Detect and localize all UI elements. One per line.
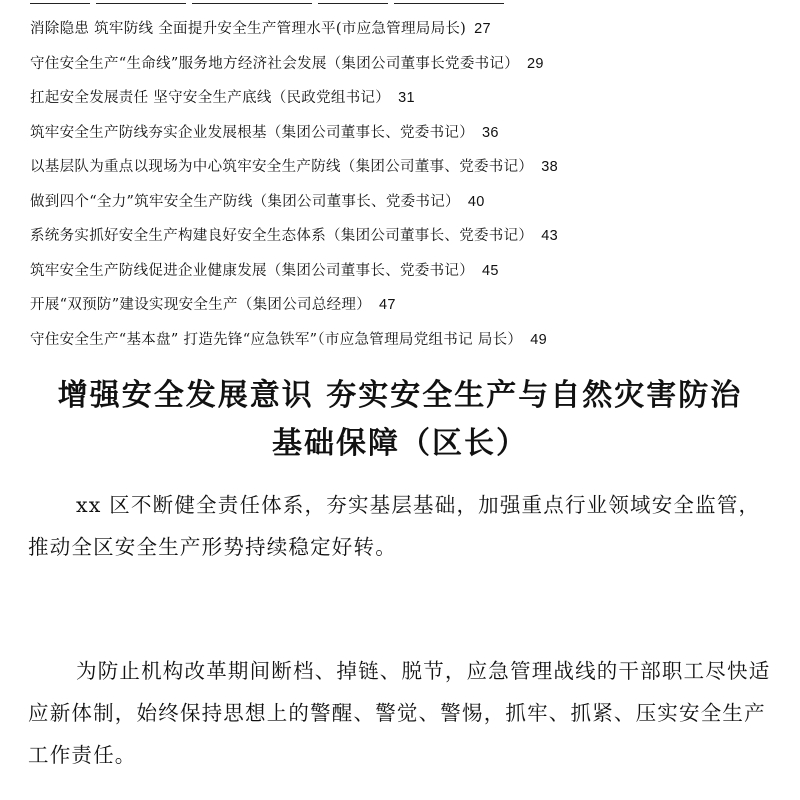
toc-entry-page: 27 bbox=[474, 21, 491, 37]
toc-entry[interactable] bbox=[30, 12, 790, 47]
article-paragraph-1: xx 区不断健全责任体系，夯实基层基础，加强重点行业领域安全监管，推动全区安全生产形势持续稳定好转。 bbox=[28, 493, 761, 559]
toc-entry-page: 45 bbox=[482, 262, 499, 279]
toc-entry-title: 消除隐患 筑牢防线 全面提升安全生产管理水平(市应急管理局局长) bbox=[30, 21, 467, 37]
toc-entry[interactable] bbox=[30, 219, 790, 254]
toc-entry-page: 47 bbox=[379, 297, 396, 313]
article-title bbox=[0, 372, 800, 468]
toc-entry-title: 以基层队为重点以现场为中心筑牢安全生产防线（集团公司董事、党委书记） bbox=[30, 159, 534, 175]
toc-entry-page: 31 bbox=[398, 90, 415, 106]
toc-entry[interactable] bbox=[30, 116, 790, 151]
article-paragraph-2: 为防止机构改革期间断档、掉链、脱节，应急管理战线的干部职工尽快适应新体制，始终保持思想上的警醒、警觉、警惕，抓牢、抓紧、压实安全生产工作责任。 bbox=[28, 659, 771, 767]
toc-entry[interactable] bbox=[30, 323, 790, 358]
article-title-line-1: 增强安全发展意识 夯实安全生产与自然灾害防治 bbox=[57, 378, 743, 413]
toc-entry-page: 43 bbox=[541, 228, 558, 244]
toc-entry-title: 守住安全生产“基本盘” 打造先锋“应急铁军”（市应急管理局党组书记 局长） bbox=[30, 331, 523, 348]
toc-entry-page: 29 bbox=[527, 55, 544, 72]
toc-entry-title: 筑牢安全生产防线促进企业健康发展（集团公司董事长、党委书记） bbox=[30, 262, 474, 279]
toc-entry[interactable] bbox=[30, 47, 790, 82]
toc-entry-title: 筑牢安全生产防线夯实企业发展根基（集团公司董事长、党委书记） bbox=[30, 124, 474, 141]
toc-entry-title: 守住安全生产“生命线”服务地方经济社会发展（集团公司董事长党委书记） bbox=[30, 55, 520, 72]
toc-entry[interactable] bbox=[30, 288, 790, 323]
toc-entry-title: 系统务实抓好安全生产构建良好安全生态体系（集团公司董事长、党委书记） bbox=[30, 228, 534, 244]
toc-entry-title: 做到四个“全力”筑牢安全生产防线（集团公司董事长、党委书记） bbox=[30, 193, 460, 210]
toc-entry[interactable] bbox=[30, 254, 790, 289]
toc-entry-page: 40 bbox=[467, 193, 485, 210]
toc-entry-title: 开展“双预防”建设实现安全生产（集团公司总经理） bbox=[30, 297, 372, 313]
toc-entry-title: 扛起安全发展责任 坚守安全生产底线（民政党组书记） bbox=[30, 90, 391, 106]
clipped-previous-line bbox=[30, 0, 590, 4]
toc-entry-page: 38 bbox=[541, 159, 558, 175]
toc-entry-page: 36 bbox=[482, 124, 499, 141]
toc-entry-page: 49 bbox=[530, 331, 547, 348]
toc-entry[interactable] bbox=[30, 81, 790, 116]
toc-entry[interactable] bbox=[30, 185, 790, 220]
table-of-contents bbox=[30, 12, 790, 357]
toc-entry[interactable] bbox=[30, 150, 790, 185]
article-title-line-2: 基础保障（区长） bbox=[272, 426, 528, 461]
